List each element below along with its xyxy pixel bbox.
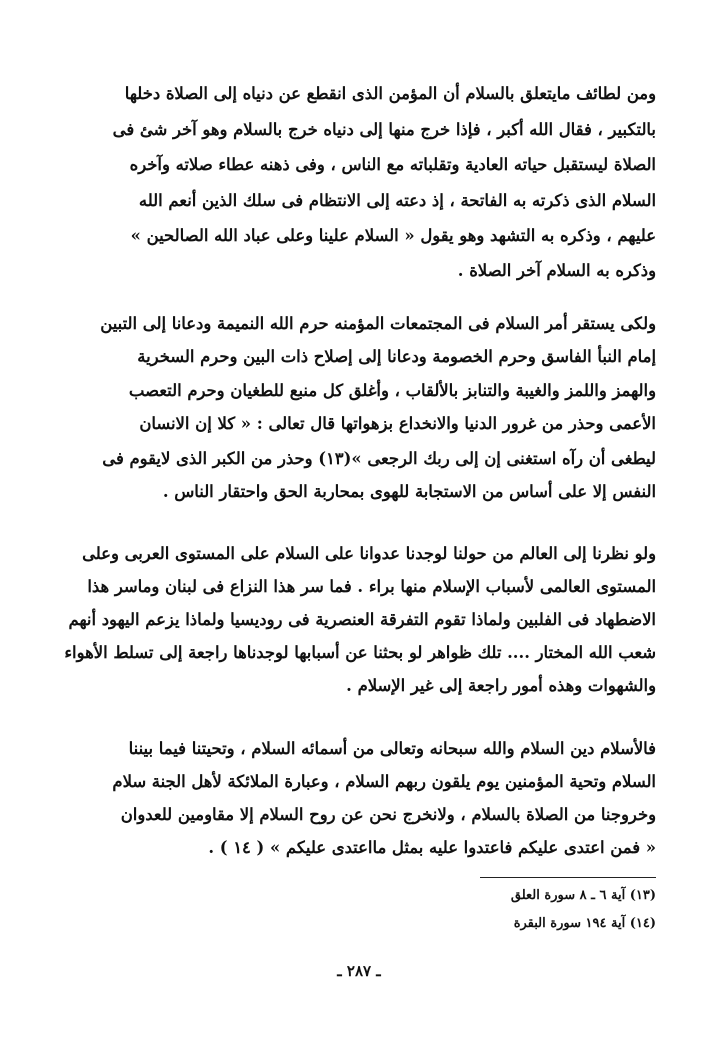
paragraph-1-line-5: عليهم ، وذكره به التشهد وهو يقول « السلام علينا وعلى عباد الله الصالحين »: [130, 226, 656, 245]
paragraph-3-line-1: ولو نظرنا إلى العالم من حولنا لوجدنا عدوانا على السلام على المستوى العربى وعلى: [82, 544, 656, 563]
paragraph-4-line-2: السلام وتحية المؤمنين يوم يلقون ربهم السلام ، وعبارة الملائكة لأهل الجنة سلام: [112, 772, 656, 791]
paragraph-2-line-3: والهمز واللمز والغيبة والتنابز بالألقاب ، وأغلق كل منبع للطغيان وحرم التعصب: [128, 381, 656, 400]
page-number: ـ ٢٨٧ ـ: [337, 962, 381, 980]
footnote-13: (١٣) آية ٦ ـ ٨ سورة العلق: [510, 888, 656, 903]
paragraph-1-line-3: الصلاة ليستقبل حياته العادية وتقلباته مع الناس ، وفى ذهنه عطاء صلاته وآخره: [129, 155, 656, 174]
paragraph-3-line-2: المستوى العالمى لأسباب الإسلام منها براء . فما سر هذا النزاع فى لبنان وماسر هذا: [87, 577, 656, 596]
paragraph-3-line-4: شعب الله المختار .... تلك ظواهر لو بحثنا عن أسبابها لوجدناها راجعة إلى تسلط الأهواء: [64, 643, 656, 662]
paragraph-2-line-6: النفس إلا على أساس من الاستجابة للهوى بمحاربة الحق واحتقار الناس .: [162, 482, 656, 501]
footnote-divider: [480, 877, 656, 878]
paragraph-1-line-4: السلام الذى ذكرته به الفاتحة ، إذ دعته إلى الانتظام فى سلك الذين أنعم الله: [138, 191, 656, 210]
paragraph-2-line-2: إمام النبأ الفاسق وحرم الخصومة ودعانا إلى إصلاح ذات البين وحرم السخرية: [137, 347, 656, 366]
paragraph-4-line-3: وخروجنا من الصلاة بالسلام ، ولانخرج نحن عن روح السلام إلا مقاومين للعدوان: [120, 805, 656, 824]
paragraph-1-line-2: بالتكبير ، فقال الله أكبر ، فإذا خرج منها إلى دنياه خرج بالسلام وهو آخر شئ فى: [112, 120, 656, 139]
paragraph-3-line-5: والشهوات وهذه أمور راجعة إلى غير الإسلام .: [346, 676, 656, 695]
paragraph-2-line-5: ليطغى أن رآه استغنى إن إلى ربك الرجعى »(١٣) وحذر من الكبر الذى لايقوم فى: [102, 449, 656, 468]
paragraph-4-line-4: « فمن اعتدى عليكم فاعتدوا عليه بمثل مااعتدى عليكم » ( ١٤ ) .: [208, 838, 656, 857]
paragraph-1-line-1: ومن لطائف مايتعلق بالسلام أن المؤمن الذى انقطع عن دنياه إلى الصلاة دخلها: [124, 84, 656, 103]
footnote-14: (١٤) آية ١٩٤ سورة البقرة: [513, 916, 656, 931]
paragraph-2-line-4: الأعمى وحذر من غرور الدنيا والانخداع بزهواتها قال تعالى : « كلا إن الانسان: [139, 414, 656, 433]
paragraph-1-line-6: وذكره به السلام آخر الصلاة .: [457, 261, 656, 280]
paragraph-3-line-3: الاضطهاد فى الفلبين ولماذا تقوم التفرقة العنصرية فى روديسيا ولماذا يزعم اليهود أنهم: [68, 610, 656, 629]
paragraph-4-line-1: فالأسلام دين السلام والله سبحانه وتعالى من أسمائه السلام ، وتحيتنا فيما بيننا: [128, 739, 656, 758]
paragraph-2-line-1: ولكى يستقر أمر السلام فى المجتمعات المؤمنه حرم الله النميمة ودعانا إلى التبين: [100, 314, 656, 333]
